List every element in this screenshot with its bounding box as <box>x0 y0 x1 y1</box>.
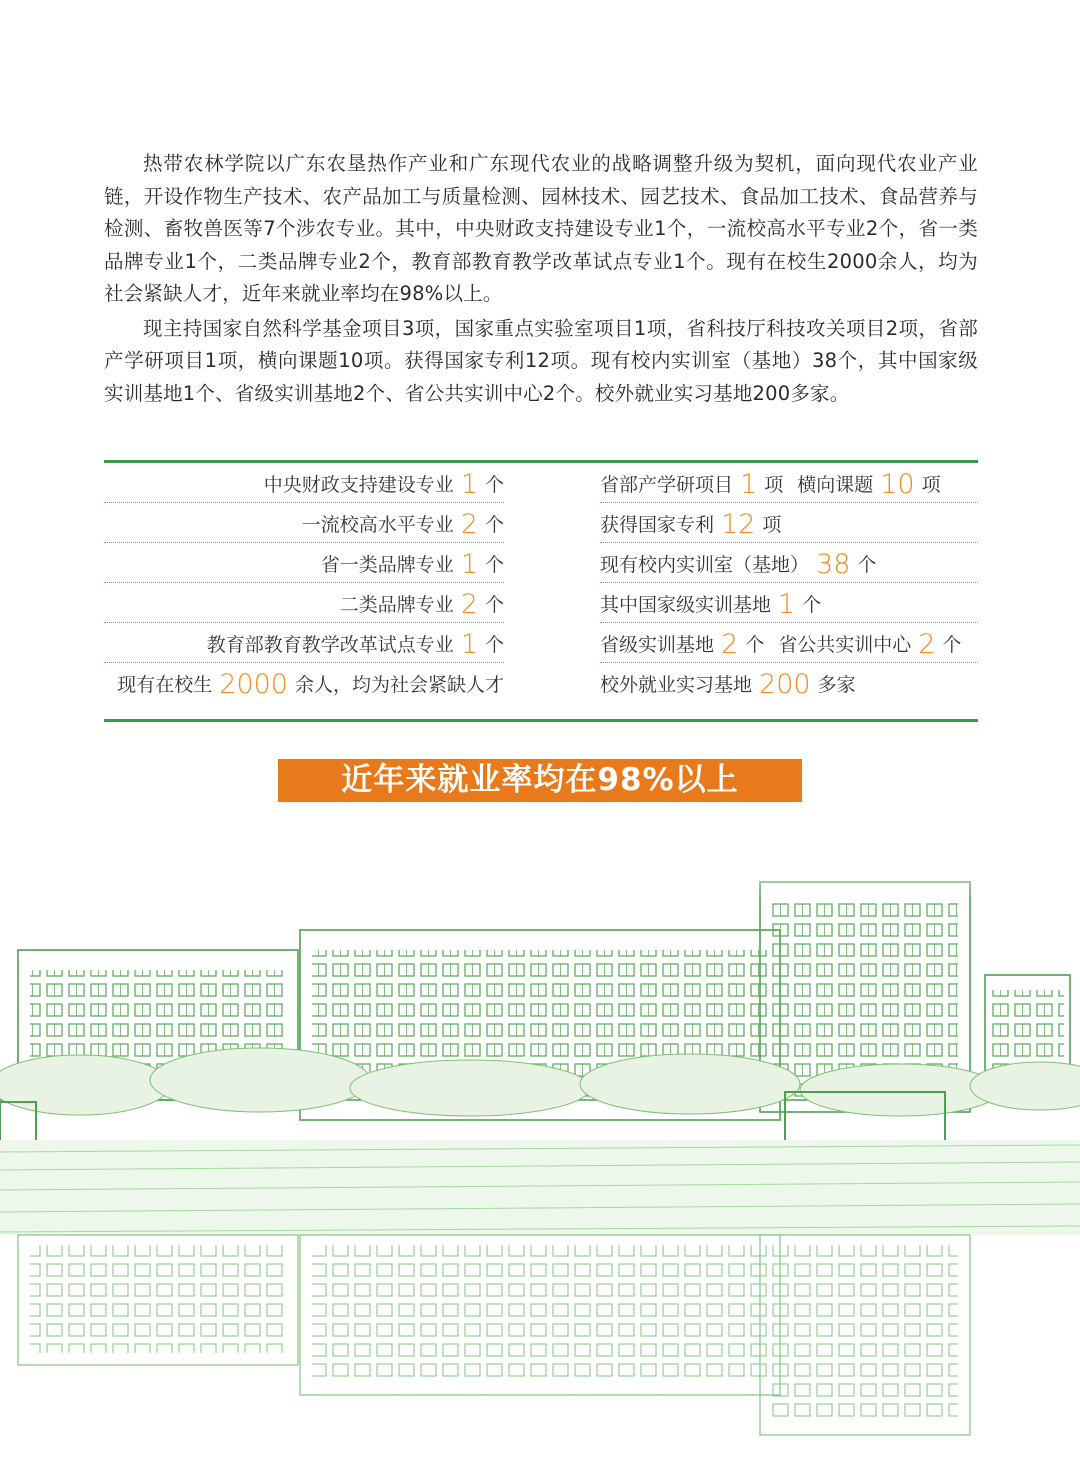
intro-text <box>104 148 978 412</box>
stat-number: 10 <box>880 469 915 500</box>
stat-unit: 项 <box>764 474 784 496</box>
stat-label: 省一类品牌专业 <box>320 554 454 576</box>
stat-row <box>104 543 504 583</box>
stat-unit: 个 <box>802 594 822 616</box>
stat-row <box>600 623 978 663</box>
stat-label: 省部产学研项目 <box>600 474 734 496</box>
stat-label: 一流校高水平专业 <box>301 514 454 536</box>
stats-left-column <box>104 463 504 703</box>
stat-row <box>600 503 978 543</box>
stat-unit: 个 <box>857 554 877 576</box>
stats-right-column <box>600 463 978 703</box>
stat-number: 2 <box>918 629 936 660</box>
stat-label: 教育部教育教学改革试点专业 <box>206 634 454 656</box>
stat-unit: 余人，均为社会紧缺人才 <box>294 674 504 696</box>
stat-unit: 个 <box>942 634 962 656</box>
field <box>0 1140 1080 1235</box>
stat-number: 1 <box>460 469 478 500</box>
stat-label: 中央财政支持建设专业 <box>263 474 454 496</box>
stat-number: 38 <box>816 549 851 580</box>
stat-label: 现有校内实训室（基地） <box>600 554 810 576</box>
stat-row <box>104 503 504 543</box>
stat-number: 1 <box>460 629 478 660</box>
stat-number: 2 <box>721 629 739 660</box>
stat-number: 2000 <box>219 669 288 700</box>
stat-unit: 多家 <box>817 674 856 696</box>
stat-unit: 个 <box>484 514 504 536</box>
campus-illustration <box>0 840 1080 1466</box>
stat-number: 1 <box>778 589 796 620</box>
stat-row <box>600 463 978 503</box>
stat-row <box>104 663 504 703</box>
stat-row <box>104 583 504 623</box>
stat-label: 现有在校生 <box>117 674 213 696</box>
stat-row <box>600 543 978 583</box>
stat-number: 2 <box>460 509 478 540</box>
stat-number: 200 <box>759 669 811 700</box>
stat-row <box>104 463 504 503</box>
building-reflection <box>18 1235 970 1435</box>
intro-paragraph-2: 现主持国家自然科学基金项目3项，国家重点实验室项目1项，省科技厅科技攻关项目2项，省部产学研项目1项，横向课题10项。获得国家专利12项。现有校内实训室（基地）38个，其中国家级实训基地1个、省级实训基地2个、省公共实训中心2个。校外就业实习基地200多家。 <box>104 316 978 405</box>
stat-unit: 个 <box>484 594 504 616</box>
stat-number: 1 <box>740 469 758 500</box>
stats-table <box>104 460 978 722</box>
stat-row <box>104 623 504 663</box>
stat-label: 其中国家级实训基地 <box>600 594 772 616</box>
employment-rate-banner: 近年来就业率均在98%以上 <box>278 759 802 802</box>
stat-label: 省公共实训中心 <box>778 634 912 656</box>
stat-unit: 项 <box>762 514 782 536</box>
stat-unit: 个 <box>484 474 504 496</box>
stat-label: 横向课题 <box>797 474 874 496</box>
stat-unit: 个 <box>745 634 765 656</box>
stat-label: 二类品牌专业 <box>339 594 454 616</box>
stat-label: 获得国家专利 <box>600 514 715 536</box>
intro-paragraph-1: 热带农林学院以广东农垦热作产业和广东现代农业的战略调整升级为契机，面向现代农业产业链，开设作物生产技术、农产品加工与质量检测、园林技术、园艺技术、食品加工技术、食品营养与检测、畜牧兽医等7个涉农专业。其中，中央财政支持建设专业1个，一流校高水平专业2个，省一类品牌专业1个，二类品牌专业2个，教育部教育教学改革试点专业1个。现有在校生2000余人，均为社会紧缺人才，近年来就业率均在98%以上。 <box>104 152 978 305</box>
stat-unit: 个 <box>484 634 504 656</box>
stat-row <box>600 663 978 703</box>
stat-label: 校外就业实习基地 <box>600 674 753 696</box>
stat-label: 省级实训基地 <box>600 634 715 656</box>
stat-number: 1 <box>460 549 478 580</box>
stat-number: 2 <box>460 589 478 620</box>
stat-unit: 项 <box>921 474 941 496</box>
stat-number: 12 <box>721 509 756 540</box>
stat-row <box>600 583 978 623</box>
stat-unit: 个 <box>484 554 504 576</box>
